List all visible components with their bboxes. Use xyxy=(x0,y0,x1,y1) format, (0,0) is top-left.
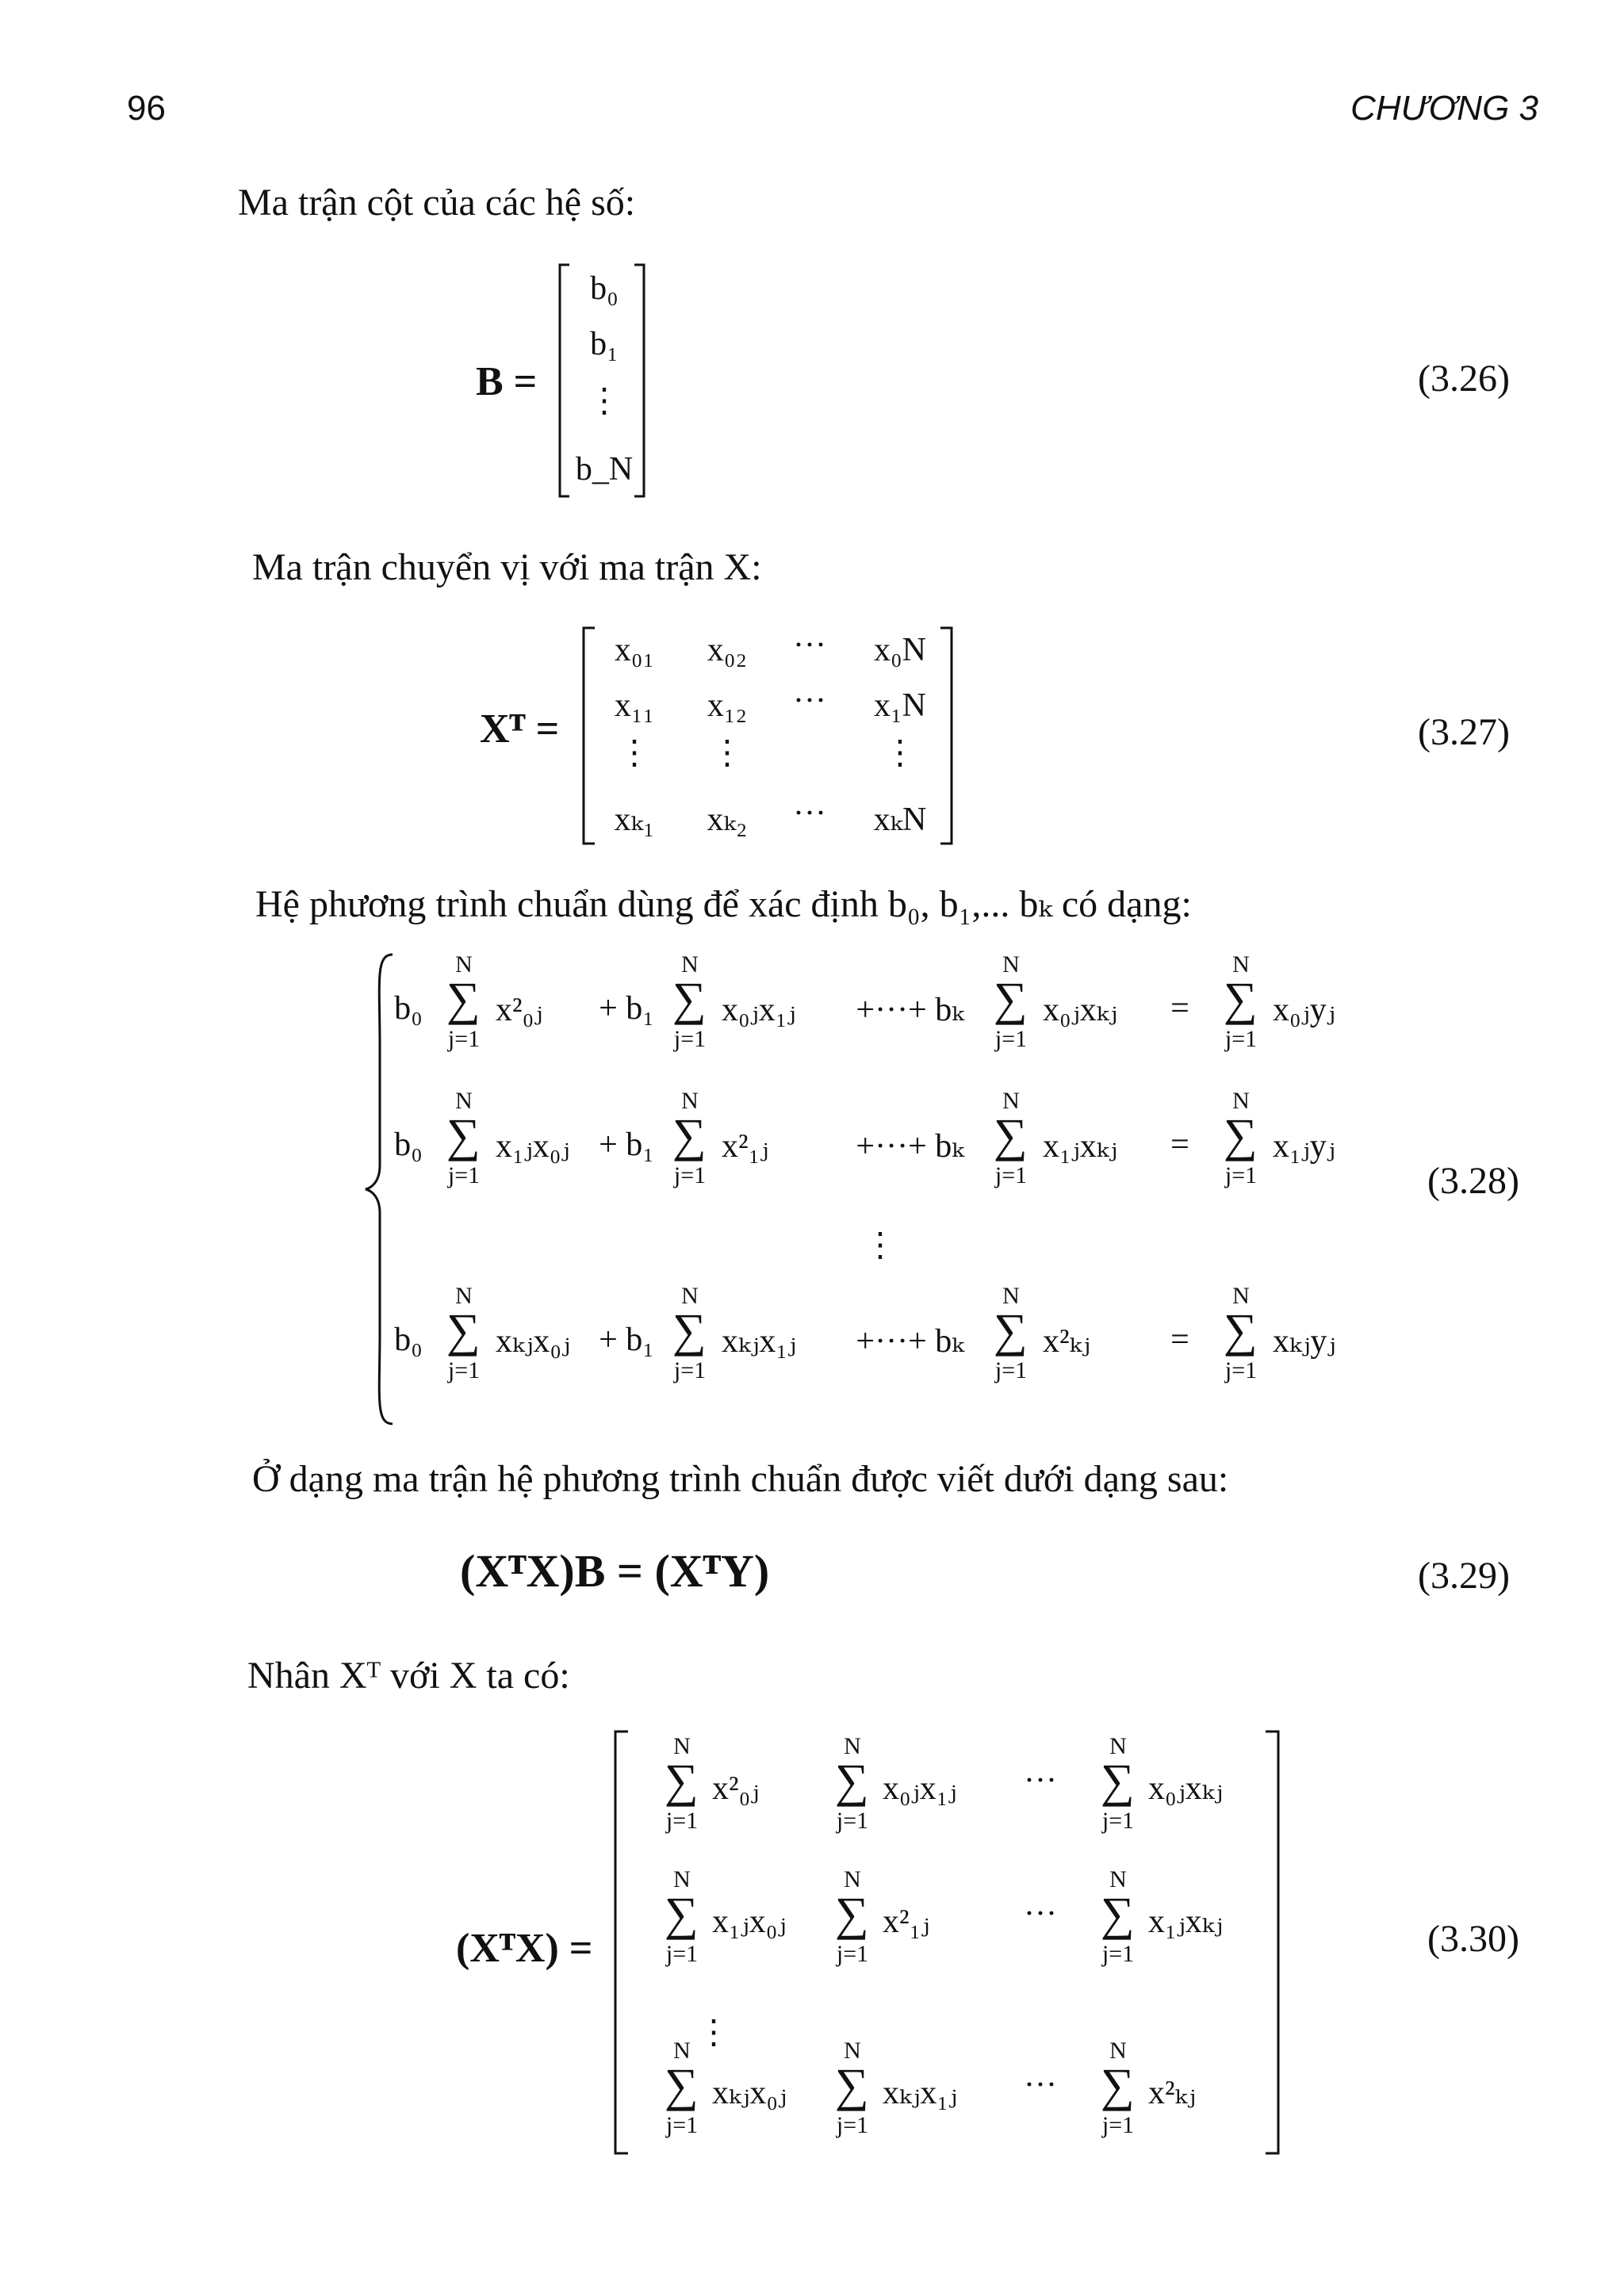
eq27-r4c1: xₖ₁ xyxy=(614,802,655,838)
eq28-row2-sum1-sigma: ∑ xyxy=(446,1109,481,1161)
eq28-row3-sum3-limit-bottom: j=1 xyxy=(994,1357,1028,1383)
eq30-row2-col1-sum-limit-top: N xyxy=(673,1866,691,1892)
eq30-row3-col2-sum-limit-top: N xyxy=(844,2038,861,2064)
eq-number-3-27: (3.27) xyxy=(1418,711,1510,753)
eq30-row2-col2-sum-limit-bottom: j=1 xyxy=(836,1941,869,1967)
eq28-row3-sum4-sigma: ∑ xyxy=(1224,1304,1258,1357)
paragraph-matrix-form: Ở dạng ma trận hệ phương trình chuẩn được viết dưới dạng sau: xyxy=(252,1458,1229,1500)
eq30-row3-col4-sum-limit-top: N xyxy=(1109,2038,1127,2064)
eq30-row1-col1-sum-limit-top: N xyxy=(673,1733,691,1759)
eq30-row2-col4-sum-sigma: ∑ xyxy=(1101,1888,1135,1940)
eq28-vdots: ⋮ xyxy=(864,1227,897,1264)
eq-number-3-30: (3.30) xyxy=(1427,1918,1519,1960)
eq28-row1-sum3-sigma: ∑ xyxy=(994,973,1028,1025)
eq28-row2-equals: = xyxy=(1170,1127,1189,1163)
eq30-row2-col1-sum-sigma: ∑ xyxy=(665,1888,699,1940)
eq28-row1-sum4-limit-bottom: j=1 xyxy=(1224,1026,1258,1052)
eq28-row1-ellipsis-bk: +···+ bₖ xyxy=(856,992,964,1028)
eq28-row1-sum4-limit-top: N xyxy=(1232,951,1250,978)
eq-number-3-29: (3.29) xyxy=(1418,1555,1510,1597)
eq27-r3c1: ⋮ xyxy=(618,735,651,771)
eq28-row1-rhs: x₀ⱼyⱼ xyxy=(1273,992,1335,1028)
eq28-row2-sum2-sigma: ∑ xyxy=(672,1109,707,1161)
eq28-row3-sum1-limit-bottom: j=1 xyxy=(447,1357,481,1383)
eq28-row2-sum2-limit-top: N xyxy=(681,1088,699,1114)
eq28-row2-term2: x²₁ⱼ xyxy=(722,1128,769,1165)
eq28-row2-sum4-limit-bottom: j=1 xyxy=(1224,1162,1258,1188)
eq30-row3-col3-ellipsis: ··· xyxy=(1024,2067,1057,2103)
eq30-row1-col1-sum-limit-bottom: j=1 xyxy=(665,1808,699,1834)
eq30-row1-col4-term: x₀ⱼxₖⱼ xyxy=(1148,1770,1224,1807)
page-number: 96 xyxy=(127,89,166,128)
eq28-row1-sum2-limit-top: N xyxy=(681,951,699,978)
eq30-row3-col1-sum-limit-bottom: j=1 xyxy=(665,2112,699,2138)
paragraph-coefficient-matrix: Ma trận cột của các hệ số: xyxy=(238,182,636,224)
eq28-row2-sum4-sigma: ∑ xyxy=(1224,1109,1258,1161)
chapter-title: CHƯƠNG 3 xyxy=(1350,89,1538,128)
eq27-r1c1: x₀₁ xyxy=(614,632,655,668)
eq30-row2-col1-sum-limit-bottom: j=1 xyxy=(665,1941,699,1967)
eq28-row3-sum3-limit-top: N xyxy=(1002,1283,1020,1309)
eq30-row3-col1-sum-sigma: ∑ xyxy=(665,2059,699,2111)
eq30-row2-col2-sum-sigma: ∑ xyxy=(835,1888,869,1940)
eq30-row1-col1-sum-sigma: ∑ xyxy=(665,1755,699,1807)
eq27-r1c2: x₀₂ xyxy=(707,632,748,668)
eq28-row3-term3: x²ₖⱼ xyxy=(1043,1323,1091,1360)
eq30-row1-col3-ellipsis: ··· xyxy=(1024,1762,1057,1799)
eq30-row1-col2-term: x₀ⱼx₁ⱼ xyxy=(883,1770,957,1807)
eq28-row2-term1: x₁ⱼx₀ⱼ xyxy=(496,1128,570,1165)
eq28-row1-equals: = xyxy=(1170,990,1189,1027)
eq28-row3-sum1-sigma: ∑ xyxy=(446,1304,481,1357)
eq30-row1-col2-sum-limit-bottom: j=1 xyxy=(836,1808,869,1834)
eq28-row3-sum4-limit-top: N xyxy=(1232,1283,1250,1309)
eq28-row3-equals: = xyxy=(1170,1322,1189,1358)
eq28-row3-rhs: xₖⱼyⱼ xyxy=(1273,1323,1336,1360)
eq29-formula: (XᵀX)B = (XᵀY) xyxy=(460,1545,770,1597)
eq27-r4c4: xₖN xyxy=(873,802,927,838)
paragraph-normal-equations: Hệ phương trình chuẩn dùng để xác định b₀, b₁,... bₖ có dạng: xyxy=(255,883,1192,925)
eq30-row3-col4-sum-limit-bottom: j=1 xyxy=(1101,2112,1135,2138)
eq28-row1-sum1-limit-top: N xyxy=(455,951,473,978)
eq28-row3-term1: xₖⱼx₀ⱼ xyxy=(496,1323,571,1360)
eq-number-3-28: (3.28) xyxy=(1427,1160,1519,1202)
eq28-row2-sum3-limit-bottom: j=1 xyxy=(994,1162,1028,1188)
eq28-row3-sum3-sigma: ∑ xyxy=(994,1304,1028,1357)
eq28-row1-sum4-sigma: ∑ xyxy=(1224,973,1258,1025)
eq27-r4c2: xₖ₂ xyxy=(707,802,748,838)
eq28-row1-term1: x²₀ⱼ xyxy=(496,992,543,1028)
eq26-lhs: B = xyxy=(476,359,538,404)
eq26-entry-vdots: ⋮ xyxy=(588,383,621,419)
eq28-row2-term3: x₁ⱼxₖⱼ xyxy=(1043,1128,1118,1165)
eq28-row3-b0: b₀ xyxy=(394,1322,423,1358)
eq28-row3-sum2-limit-bottom: j=1 xyxy=(673,1357,707,1383)
eq27-r4c3: ··· xyxy=(793,795,826,832)
eq28-row3-ellipsis-bk: +···+ bₖ xyxy=(856,1323,964,1360)
eq28-row2-sum4-limit-top: N xyxy=(1232,1088,1250,1114)
eq28-row1-sum2-sigma: ∑ xyxy=(672,973,707,1025)
eq28-row2-sum1-limit-top: N xyxy=(455,1088,473,1114)
eq30-row1-col2-sum-sigma: ∑ xyxy=(835,1755,869,1807)
eq28-row2-ellipsis-bk: +···+ bₖ xyxy=(856,1128,964,1165)
eq28-row2-sum2-limit-bottom: j=1 xyxy=(673,1162,707,1188)
eq30-vdots: ⋮ xyxy=(697,2015,730,2051)
eq27-r3c2: ⋮ xyxy=(710,735,744,771)
eq27-r2c2: x₁₂ xyxy=(707,687,748,724)
eq28-row2-plus-b1: + b₁ xyxy=(599,1127,654,1163)
eq27-r2c3: ··· xyxy=(793,683,826,719)
eq26-entry-b1: b₁ xyxy=(590,326,619,362)
eq28-row1-term2: x₀ⱼx₁ⱼ xyxy=(722,992,796,1028)
eq30-row3-col2-term: xₖⱼx₁ⱼ xyxy=(883,2075,958,2111)
eq28-row2-sum3-sigma: ∑ xyxy=(994,1109,1028,1161)
eq28-row1-sum3-limit-top: N xyxy=(1002,951,1020,978)
eq28-row1-b0: b₀ xyxy=(394,990,423,1027)
eq30-row3-col4-term: x²ₖⱼ xyxy=(1148,2075,1197,2111)
eq28-row3-plus-b1: + b₁ xyxy=(599,1322,654,1358)
eq28-row1-term3: x₀ⱼxₖⱼ xyxy=(1043,992,1118,1028)
eq30-row3-col2-sum-sigma: ∑ xyxy=(835,2059,869,2111)
paragraph-multiply: Nhân Xᵀ với X ta có: xyxy=(247,1655,570,1697)
eq30-row3-col1-term: xₖⱼx₀ⱼ xyxy=(712,2075,787,2111)
eq30-lhs: (XᵀX) = xyxy=(456,1926,593,1971)
eq27-r2c1: x₁₁ xyxy=(614,687,655,724)
eq27-r1c3: ··· xyxy=(793,627,826,664)
eq28-row2-sum3-limit-top: N xyxy=(1002,1088,1020,1114)
eq30-row2-col1-term: x₁ⱼx₀ⱼ xyxy=(712,1904,787,1940)
eq30-row2-col4-sum-limit-top: N xyxy=(1109,1866,1127,1892)
eq30-row3-col2-sum-limit-bottom: j=1 xyxy=(836,2112,869,2138)
eq-number-3-26: (3.26) xyxy=(1418,358,1510,400)
eq30-row1-col4-sum-limit-top: N xyxy=(1109,1733,1127,1759)
eq26-entry-bN: b_N xyxy=(575,451,634,488)
eq28-row2-rhs: x₁ⱼyⱼ xyxy=(1273,1128,1335,1165)
eq28-row3-sum2-sigma: ∑ xyxy=(672,1304,707,1357)
eq30-row1-col4-sum-sigma: ∑ xyxy=(1101,1755,1135,1807)
eq30-row3-col4-sum-sigma: ∑ xyxy=(1101,2059,1135,2111)
eq30-row2-col2-sum-limit-top: N xyxy=(844,1866,861,1892)
eq28-row1-sum1-sigma: ∑ xyxy=(446,973,481,1025)
eq28-row1-plus-b1: + b₁ xyxy=(599,990,654,1027)
eq28-row1-sum2-limit-bottom: j=1 xyxy=(673,1026,707,1052)
eq30-row1-col4-sum-limit-bottom: j=1 xyxy=(1101,1808,1135,1834)
eq27-r1c4: x₀N xyxy=(874,632,926,668)
eq26-entry-b0: b₀ xyxy=(590,270,619,307)
eq30-row2-col2-term: x²₁ⱼ xyxy=(883,1904,930,1940)
eq30-row1-col2-sum-limit-top: N xyxy=(844,1733,861,1759)
eq30-row1-col1-term: x²₀ⱼ xyxy=(712,1770,760,1807)
eq28-row3-term2: xₖⱼx₁ⱼ xyxy=(722,1323,797,1360)
eq27-r2c4: x₁N xyxy=(874,687,926,724)
eq28-row1-sum3-limit-bottom: j=1 xyxy=(994,1026,1028,1052)
eq30-row2-col4-term: x₁ⱼxₖⱼ xyxy=(1148,1904,1224,1940)
eq27-lhs: Xᵀ = xyxy=(480,706,560,752)
eq28-row3-sum1-limit-top: N xyxy=(455,1283,473,1309)
eq27-r3c4: ⋮ xyxy=(883,735,917,771)
eq30-row2-col3-ellipsis: ··· xyxy=(1024,1896,1057,1932)
eq28-row2-sum1-limit-bottom: j=1 xyxy=(447,1162,481,1188)
paragraph-transpose: Ma trận chuyển vị với ma trận X: xyxy=(252,546,762,588)
eq28-row3-sum4-limit-bottom: j=1 xyxy=(1224,1357,1258,1383)
eq28-row2-b0: b₀ xyxy=(394,1127,423,1163)
eq28-row1-sum1-limit-bottom: j=1 xyxy=(447,1026,481,1052)
eq30-row3-col1-sum-limit-top: N xyxy=(673,2038,691,2064)
eq28-row3-sum2-limit-top: N xyxy=(681,1283,699,1309)
eq30-row2-col4-sum-limit-bottom: j=1 xyxy=(1101,1941,1135,1967)
